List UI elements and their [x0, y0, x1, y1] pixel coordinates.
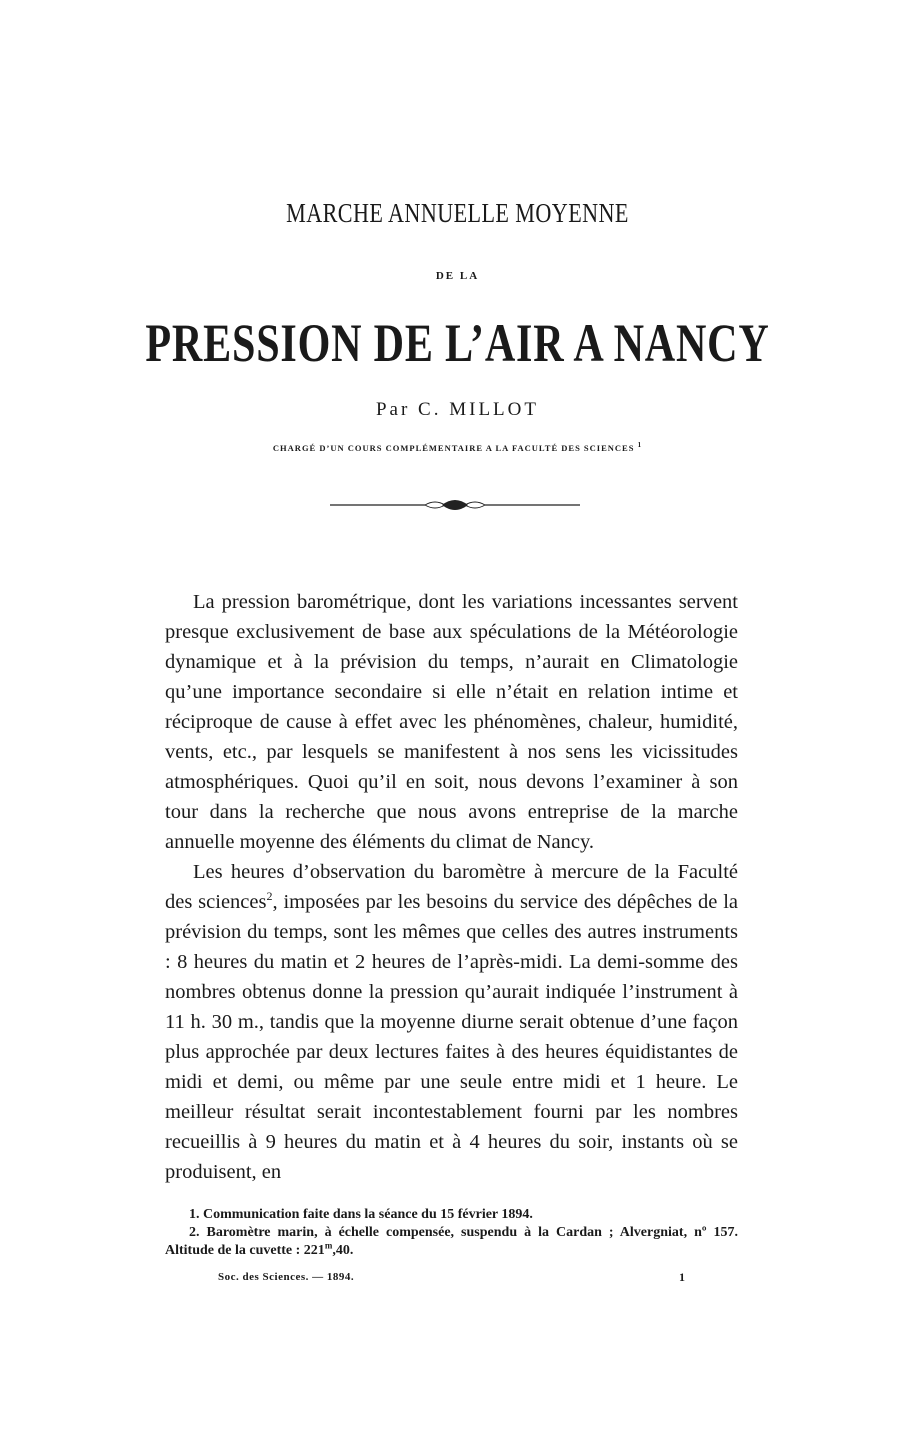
affiliation-footnote-ref: 1	[637, 441, 643, 449]
footnote-2	[165, 1224, 738, 1260]
paragraph-2-part-1: Les heures d’observation du baromètre à mercure de la Faculté des sciences	[165, 861, 738, 913]
author-line: Par C. MILLOT	[375, 399, 539, 420]
paragraph-2-part-2: , imposées par les besoins du service des dépêches de la prévision du temps, sont les mêmes que celles des autres instruments : 8 heures du matin et 2 heures de l’après-midi. La demi-somme des nombres obtenus donne la pression qu’aurait indiquée l’instrument à 11 h. 30 m., tandis que la moyenne diurne serait obtenue d’une façon plus approchée par deux lectures faites à des heures équidistantes de midi et demi, ou même par une seule entre midi et 1 heure. Le meilleur résultat serait incontestablement fourni par les nombres recueillis à 9 heures du matin et à 4 heures du soir, instants où se produisent, en	[165, 891, 738, 1183]
author-affiliation	[0, 441, 915, 453]
page-number: 1	[679, 1270, 685, 1284]
title-connector: DE LA	[435, 270, 480, 282]
footnote-2-part-2: ,40.	[332, 1243, 354, 1258]
ornament-divider	[330, 495, 580, 515]
paragraph-1: La pression barométrique, dont les variations incessantes servent presque exclusivement de base aux spéculations de la Météorologie dynamique et à la prévision du temps, n’aurait en Climatologie qu’une importance secondaire si elle n’était en relation intime et réciproque de cause à effet avec les phénomènes, chaleur, humidité, vents, etc., par lesquels se manifestent à nos sens les vicissitudes atmosphériques. Quoi qu’il en soit, nous devons l’examiner à son tour dans la recherche que nous avons entreprise de la marche annuelle moyenne des éléments du climat de Nancy.	[165, 591, 738, 853]
title-line-1: MARCHE ANNUELLE MOYENNE	[286, 198, 629, 228]
affiliation-text: CHARGÉ D’UN COURS COMPLÉMENTAIRE A LA FACULTÉ DES SCIENCES	[272, 442, 635, 453]
title-line-2: PRESSION DE L’AIR A NANCY	[145, 313, 770, 373]
paragraph-2	[165, 857, 738, 1187]
article-body	[165, 587, 738, 1187]
footnote-2-superscript: m	[324, 1240, 333, 1251]
footnotes	[165, 1206, 738, 1260]
footnote-1: 1. Communication faite dans la séance du 15 février 1894.	[189, 1207, 533, 1222]
footnote-2-part-1: 2. Baromètre marin, à échelle compensée, suspendu à la Cardan ; Alvergniat, nº 157. Altitude de la cuvette : 221	[165, 1225, 738, 1258]
paragraph-2-footnote-ref: 2	[266, 889, 273, 904]
running-foot: Soc. des Sciences. — 1894.	[218, 1271, 355, 1283]
